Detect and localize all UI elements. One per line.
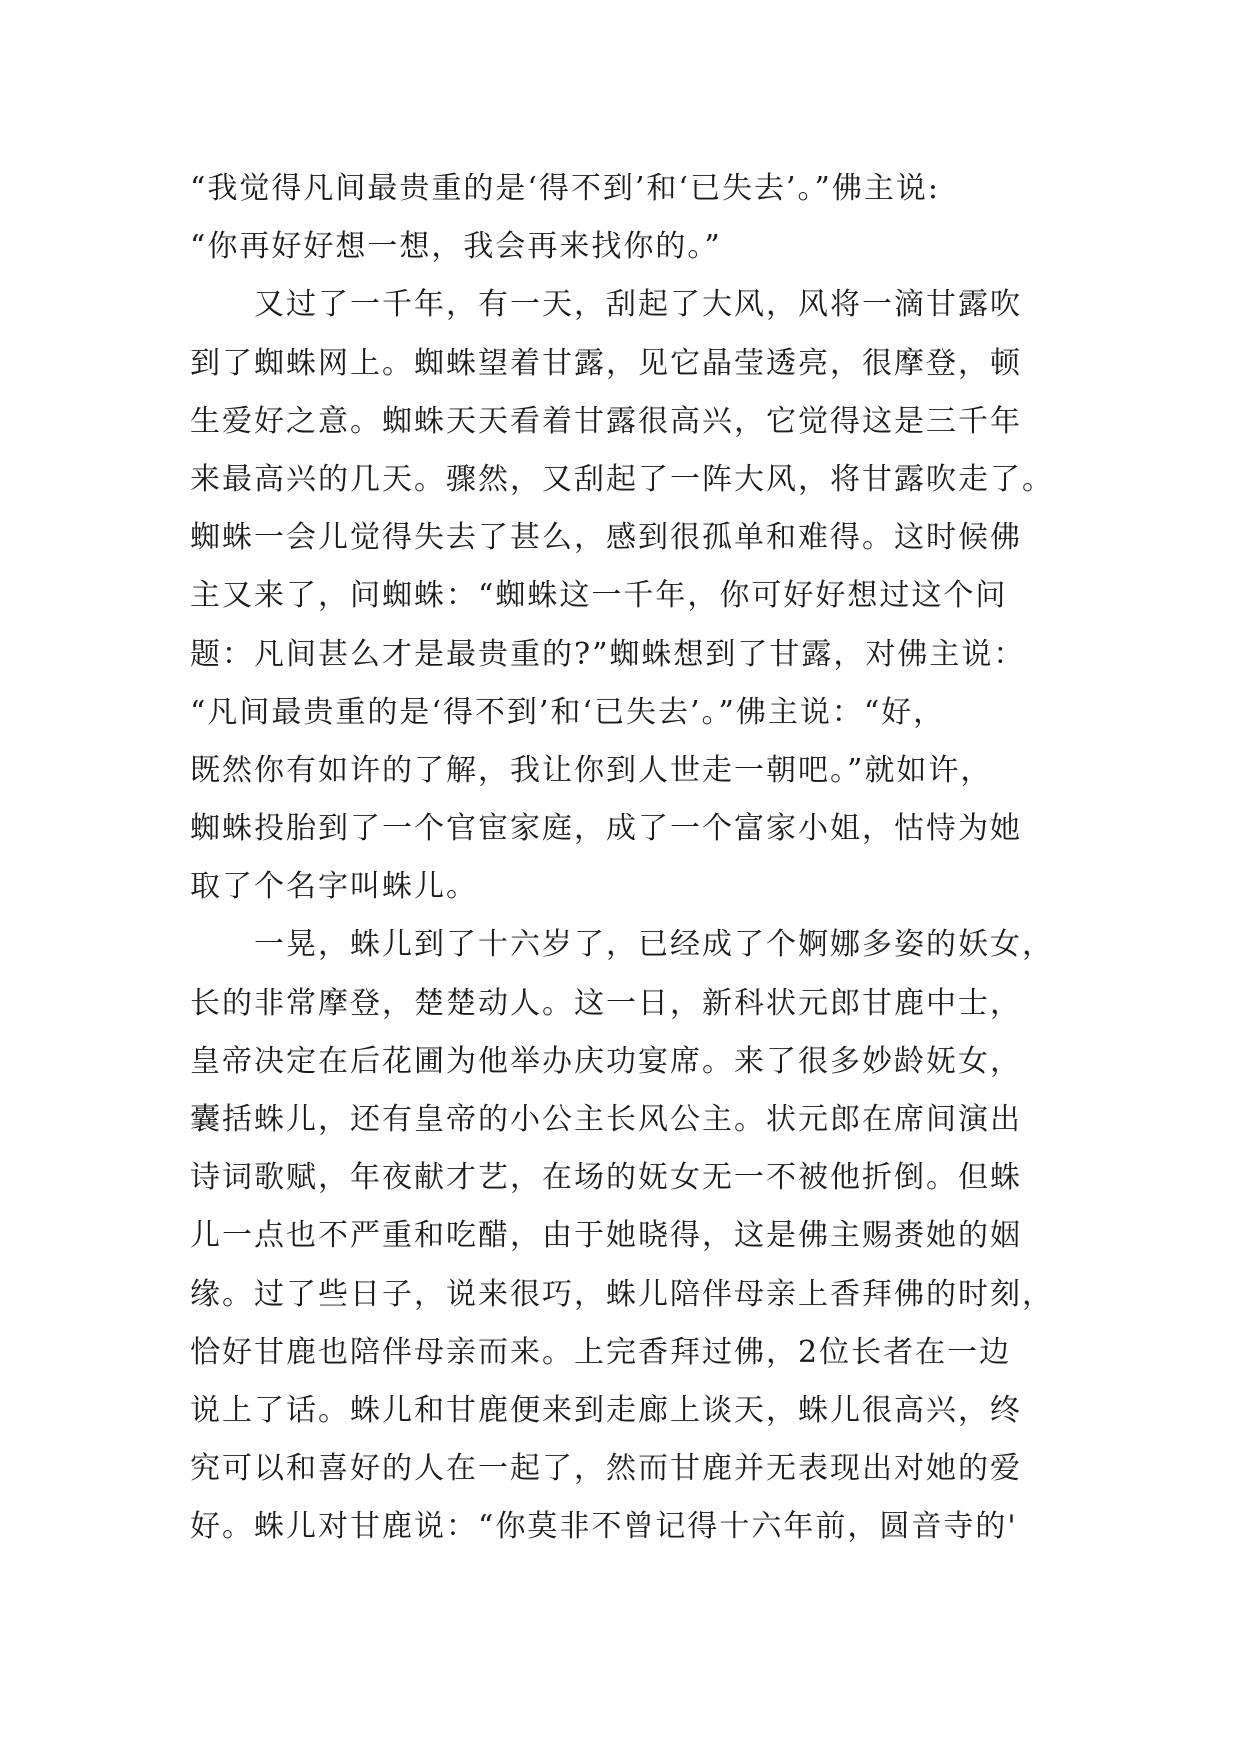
text-line: 来最高兴的几天。骤然，又刮起了一阵大风，将甘露吹走了。 [190, 461, 1054, 497]
text-line: 好。蛛儿对甘鹿说：“你莫非不曾记得十六年前，圆音寺的' [190, 1509, 1018, 1545]
text-line: 既然你有如许的了解，我让你到人世走一朝吧。”就如许， [190, 752, 993, 788]
text-line: 蜘蛛一会儿觉得失去了甚么，感到很孤单和难得。这时候佛 [190, 520, 1022, 556]
text-line: 取了个名字叫蛛儿。 [190, 869, 478, 905]
text-line: 皇帝决定在后花圃为他举办庆功宴席。来了很多妙龄妩女， [190, 1043, 1022, 1079]
text-line: 囊括蛛儿，还有皇帝的小公主长风公主。状元郎在席间演出 [190, 1102, 1022, 1137]
text-line: 儿一点也不严重和吃醋，由于她晓得，这是佛主赐赉她的姻 [190, 1218, 1022, 1254]
text-line: 蜘蛛投胎到了一个官宦家庭，成了一个富家小姐，怙恃为她 [190, 811, 1022, 847]
text-line: 究可以和喜好的人在一起了，然而甘鹿并无表现出对她的爱 [190, 1451, 1022, 1487]
text-line: 题：凡间甚么才是最贵重的?”蜘蛛想到了甘露，对佛主说： [190, 636, 1026, 672]
text-line: “我觉得凡间最贵重的是‘得不到’和‘已失去’。”佛主说: [190, 171, 940, 206]
text-line: 生爱好之意。蜘蛛天天看着甘露很高兴，它觉得这是三千年 [190, 403, 1022, 439]
text-line: 长的非常摩登，楚楚动人。这一日，新科状元郎甘鹿中士， [190, 985, 1022, 1021]
text-line: “你再好好想一想，我会再来找你的。” [190, 229, 722, 265]
text-line: 主又来了，问蜘蛛：“蜘蛛这一千年，你可好好想过这个问 [190, 578, 1008, 614]
text-line: 到了蜘蛛网上。蜘蛛望着甘露，见它晶莹透亮，很摩登，顿 [190, 345, 1022, 381]
text-line: “凡间最贵重的是‘得不到’和‘已失去’。”佛主说：“好， [190, 694, 946, 730]
text-line: 恰好甘鹿也陪伴母亲而来。上完香拜过佛，2位长者在一边 [190, 1334, 1012, 1370]
text-line: 又过了一千年，有一天，刮起了大风，风将一滴甘露吹 [254, 287, 1022, 323]
text-line: 一晃，蛛儿到了十六岁了，已经成了个婀娜多姿的妖女， [254, 927, 1054, 963]
text-line: 诗词歌赋，年夜献才艺，在场的妩女无一不被他折倒。但蛛 [190, 1160, 1022, 1196]
text-line: 缘。过了些日子，说来很巧，蛛儿陪伴母亲上香拜佛的时刻， [190, 1276, 1054, 1312]
body-text [190, 160, 1090, 1557]
text-line: 说上了话。蛛儿和甘鹿便来到走廊上谈天，蛛儿很高兴，终 [190, 1392, 1022, 1428]
